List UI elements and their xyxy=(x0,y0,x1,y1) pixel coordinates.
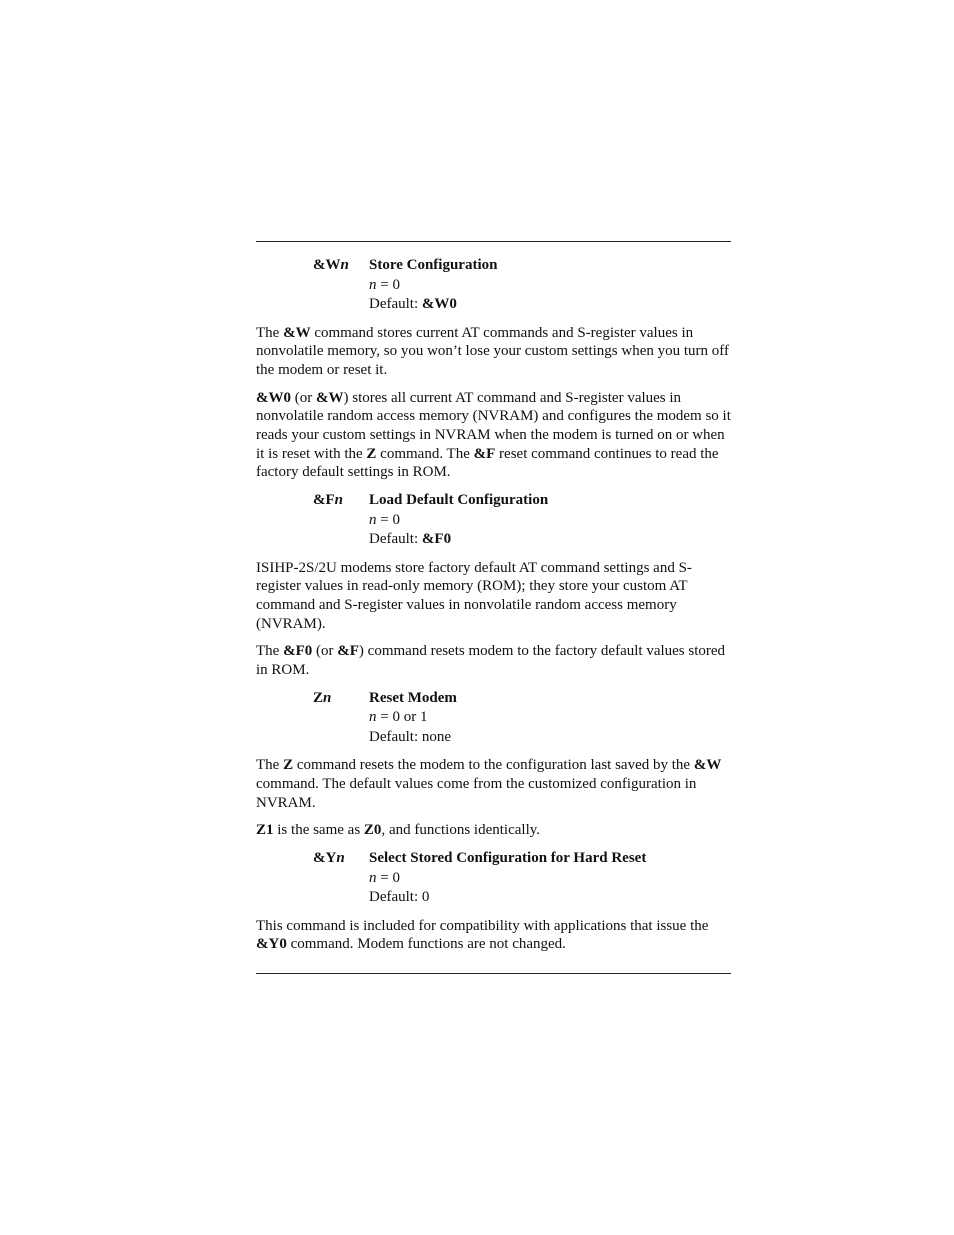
command-code-variable: n xyxy=(323,689,332,706)
bottom-rule xyxy=(256,973,731,974)
command-code-prefix: &Y xyxy=(313,850,337,867)
command-reference: Z xyxy=(283,757,294,774)
text-run: The xyxy=(256,643,284,660)
command-block xyxy=(256,491,731,550)
default-label: Default: xyxy=(369,296,422,312)
command-parameter xyxy=(369,708,731,728)
parameter-values: = 0 xyxy=(376,511,400,528)
command-parameter xyxy=(369,276,731,296)
command-reference: &W0 xyxy=(256,389,291,406)
command-code-prefix: Z xyxy=(313,689,324,706)
text-run: ) command resets modem to the factory default values stored in ROM. xyxy=(256,643,726,679)
default-value: &W0 xyxy=(421,296,457,312)
command-reference: &F0 xyxy=(283,643,313,660)
text-run: (or xyxy=(312,643,338,660)
text-run: command resets the modem to the configuration last saved by the xyxy=(293,757,694,774)
description-paragraph xyxy=(256,821,731,840)
command-reference: &W xyxy=(283,324,311,341)
text-run: ) stores all current AT command and S-register values in nonvolatile random access memory (NVRAM) and configures the modem so it reads your custom settings in NVRAM when the modem is turned on or when it is reset with the xyxy=(256,389,731,462)
text-run: , and functions identically. xyxy=(381,822,541,839)
page-content xyxy=(256,256,731,963)
command-reference: Z0 xyxy=(363,822,382,839)
command-code-prefix: &W xyxy=(313,257,341,273)
command-reference: &F xyxy=(337,643,359,660)
text-run: command. Modem functions are not changed. xyxy=(286,936,566,953)
command-reference: &W xyxy=(316,389,344,406)
top-rule xyxy=(256,241,731,242)
parameter-values: = 0 xyxy=(376,869,400,886)
command-code-variable: n xyxy=(340,257,349,273)
command-reference: &F xyxy=(473,445,496,462)
parameter-variable: n xyxy=(369,276,377,293)
command-default xyxy=(369,888,731,908)
description-paragraph xyxy=(256,917,731,954)
text-run: command. The default values come from the customized configuration in NVRAM. xyxy=(256,776,697,811)
parameter-variable: n xyxy=(369,511,377,528)
description-paragraph xyxy=(256,559,731,634)
command-title: Reset Modem xyxy=(369,689,457,706)
text-run: command stores current AT commands and S-register values in nonvolatile memory, so you won’t lose your custom settings when you turn off the modem or reset it. xyxy=(256,324,730,378)
command-parameter xyxy=(369,511,731,531)
command-code xyxy=(313,849,345,869)
default-label: Default: none xyxy=(369,728,452,745)
command-title: Load Default Configuration xyxy=(369,492,549,509)
default-value: &F0 xyxy=(421,531,452,548)
parameter-values: = 0 or 1 xyxy=(376,709,428,726)
text-run: The xyxy=(256,757,284,774)
command-reference: Z xyxy=(366,445,377,462)
text-run: command. The xyxy=(376,445,474,462)
text-run: The xyxy=(256,324,284,341)
description-paragraph xyxy=(256,756,731,812)
command-reference: Z1 xyxy=(256,822,274,839)
command-code-variable: n xyxy=(334,492,344,509)
default-label: Default: xyxy=(369,531,422,548)
parameter-values: = 0 xyxy=(376,276,400,293)
command-block xyxy=(256,256,731,315)
description-paragraph xyxy=(256,642,731,679)
command-code-prefix: &F xyxy=(313,492,335,509)
description-paragraph xyxy=(256,324,731,380)
command-title: Select Stored Configuration for Hard Reset xyxy=(369,850,647,867)
command-code xyxy=(313,256,349,276)
command-reference: &Y0 xyxy=(256,936,287,953)
command-default xyxy=(369,295,731,315)
command-code xyxy=(313,491,343,511)
text-run: This command is included for compatibility with applications that issue the xyxy=(256,917,709,934)
description-paragraph xyxy=(256,389,731,483)
command-block xyxy=(256,849,731,908)
parameter-variable: n xyxy=(369,709,377,726)
command-default xyxy=(369,728,731,748)
command-parameter xyxy=(369,869,731,889)
text-run: (or xyxy=(291,389,316,406)
command-reference: &W xyxy=(693,757,722,774)
command-code-variable: n xyxy=(336,850,345,867)
command-title: Store Configuration xyxy=(369,257,498,273)
command-default xyxy=(369,530,731,550)
text-run: is the same as xyxy=(273,822,364,839)
default-label: Default: 0 xyxy=(369,889,430,906)
text-run: reset command continues to read the factory default settings in ROM. xyxy=(256,445,719,481)
command-code xyxy=(313,689,331,709)
parameter-variable: n xyxy=(369,869,377,886)
text-run: ISIHP-2S/2U modems store factory default AT command settings and S-register values in read-only memory (ROM); they store your custom AT command and S-register values in nonvolatile random access memory (NVRAM). xyxy=(256,559,692,632)
command-block xyxy=(256,689,731,748)
